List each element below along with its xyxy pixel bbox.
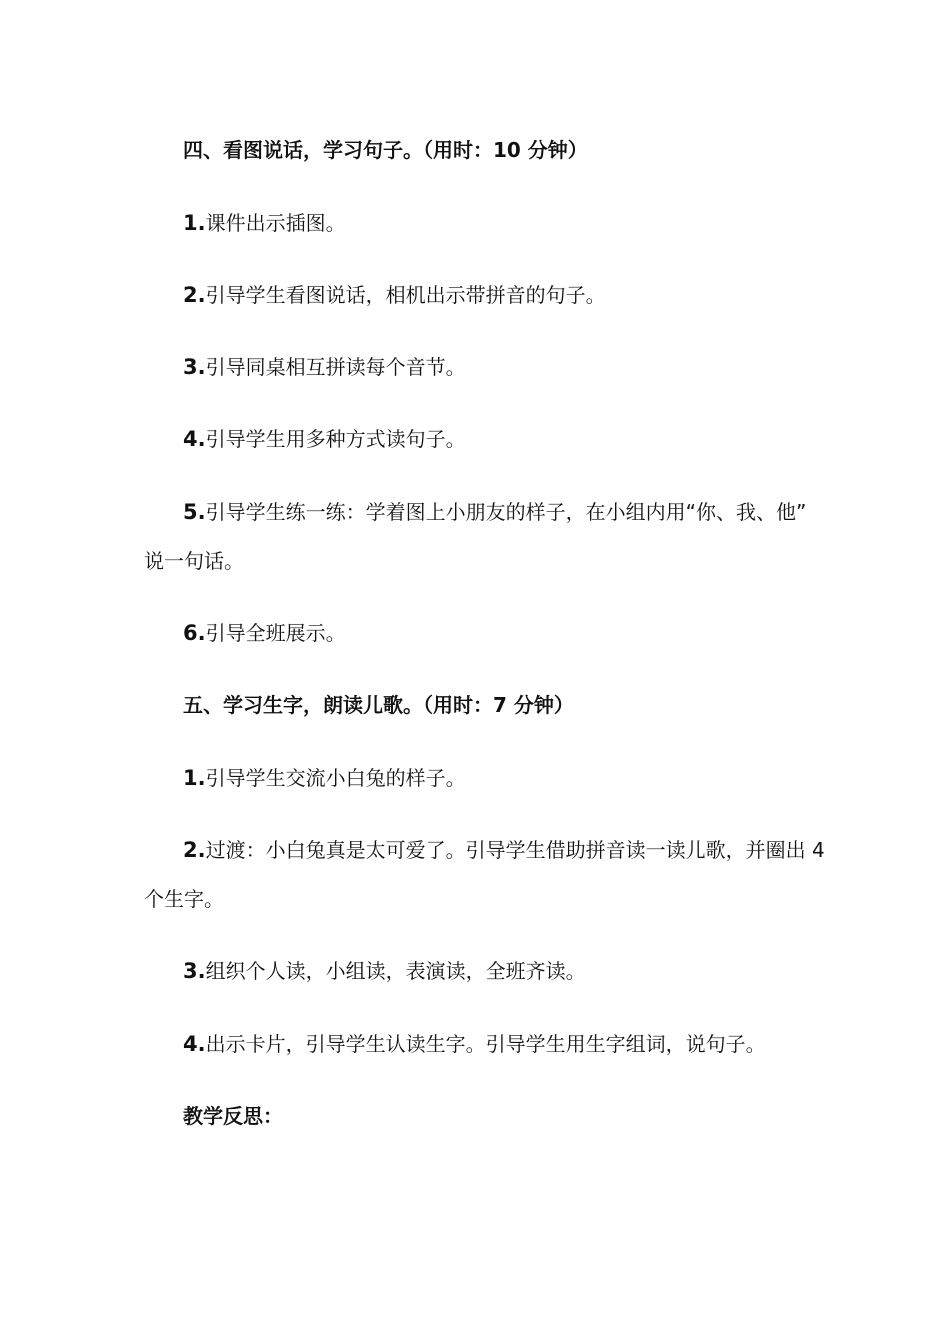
item-text: 过渡：小白兔真是太可爱了。引导学生借助拼音读一读儿歌，并圈出 4 [205, 838, 825, 862]
item-number: 2. [183, 283, 206, 307]
item-text: 出示卡片，引导学生认读生字。引导学生用生字组词，说句子。 [205, 1032, 766, 1056]
section-5-item-4 [183, 1032, 805, 1056]
item-number: 3. [183, 355, 206, 379]
section-4-item-2 [183, 283, 805, 307]
item-number: 2. [183, 838, 206, 862]
section-4-item-6 [183, 621, 805, 645]
item-text: 引导学生交流小白兔的样子。 [205, 766, 466, 790]
item-number: 4. [183, 1032, 206, 1056]
section-4-item-5-continuation: 说一句话。 [144, 549, 244, 573]
item-number: 1. [183, 211, 206, 235]
section-5-item-3 [183, 959, 805, 983]
item-text: 课件出示插图。 [205, 211, 346, 235]
section-5-item-1 [183, 766, 805, 790]
item-text: 引导全班展示。 [205, 621, 346, 645]
item-number: 5. [183, 500, 206, 524]
section-5-heading: 五、学习生字，朗读儿歌。（用时：7 分钟） [183, 693, 574, 717]
item-number: 4. [183, 427, 206, 451]
section-4-item-3 [183, 355, 805, 379]
item-number: 1. [183, 766, 206, 790]
item-text: 引导同桌相互拼读每个音节。 [205, 355, 466, 379]
item-number: 3. [183, 959, 206, 983]
item-text: 引导学生看图说话，相机出示带拼音的句子。 [205, 283, 606, 307]
item-text: 组织个人读，小组读，表演读，全班齐读。 [205, 959, 586, 983]
section-4-heading: 四、看图说话，学习句子。（用时：10 分钟） [183, 138, 588, 162]
section-4-item-5 [183, 500, 805, 524]
section-5-item-2-continuation: 个生字。 [144, 887, 224, 911]
reflection-heading: 教学反思： [183, 1104, 283, 1128]
section-4-item-1 [183, 211, 805, 235]
item-text: 引导学生练一练：学着图上小朋友的样子，在小组内用“你、我、他” [205, 500, 807, 524]
section-4-item-4 [183, 427, 805, 451]
item-number: 6. [183, 621, 206, 645]
section-5-item-2 [183, 838, 825, 862]
item-text: 引导学生用多种方式读句子。 [205, 427, 466, 451]
